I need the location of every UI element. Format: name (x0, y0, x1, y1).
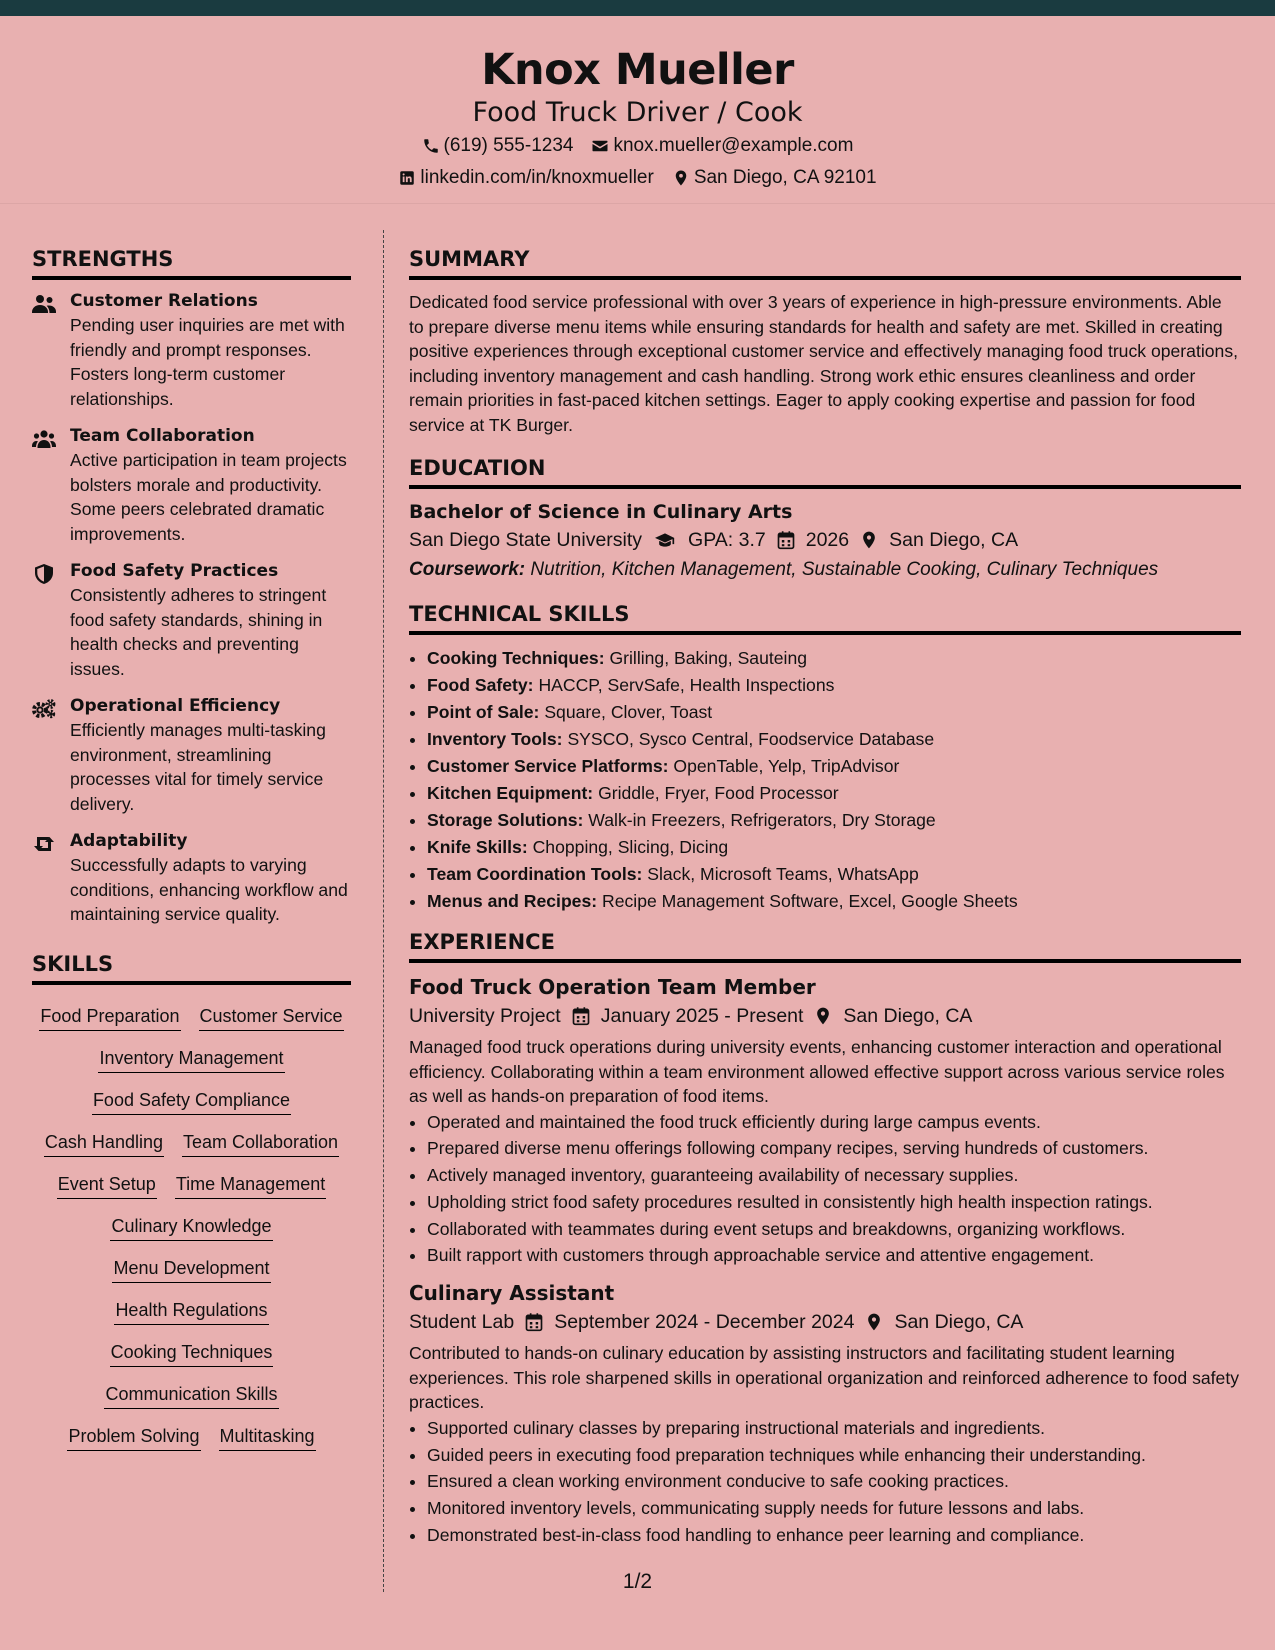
map-marker-icon (864, 1312, 884, 1332)
contact-row-1 (0, 130, 1275, 162)
skill-tag: Food Preparation (39, 1003, 180, 1031)
technical-skill-label: Point of Sale: (427, 702, 540, 722)
strength-desc: Successfully adapts to varying conditions, enhancing workflow and maintaining service quality. (70, 855, 348, 924)
column-divider (383, 230, 384, 1592)
skill-tag: Team Collaboration (182, 1129, 339, 1157)
experience-bullet: • Operated and maintained the food truck efficiently during large campus events. (427, 1109, 1241, 1136)
technical-skill-label: Inventory Tools: (427, 729, 563, 749)
education-degree: Bachelor of Science in Culinary Arts (409, 501, 793, 523)
experience-bullet: • Prepared diverse menu offerings following company recipes, serving hundreds of customers. (427, 1135, 1241, 1162)
email-contact[interactable] (591, 130, 853, 162)
experience-location: San Diego, CA (894, 1311, 1024, 1334)
experience-org: University Project (409, 1005, 561, 1027)
technical-skill-label: Menus and Recipes: (427, 891, 598, 911)
map-marker-icon (672, 169, 690, 187)
experience-item (409, 1279, 1241, 1548)
technical-skill-label: Cooking Techniques: (427, 648, 605, 668)
technical-skill-label: Kitchen Equipment: (427, 783, 594, 803)
summary-heading: SUMMARY (409, 244, 1241, 280)
resume-header (0, 16, 1275, 204)
technical-skill-item (427, 726, 1241, 753)
linkedin-icon (398, 169, 416, 187)
experience-bullets (409, 1109, 1241, 1270)
strength-title: Adaptability (70, 831, 188, 851)
technical-skill-value: Square, Clover, Toast (544, 702, 713, 722)
technical-skill-value: Slack, Microsoft Teams, WhatsApp (647, 864, 919, 884)
experience-list (409, 973, 1241, 1549)
technical-skill-value: Walk-in Freezers, Refrigerators, Dry Storage (588, 810, 936, 830)
technical-skill-item (427, 699, 1241, 726)
skill-tag: Multitasking (219, 1423, 316, 1451)
gears-icon (32, 699, 56, 719)
technical-skill-value: Chopping, Slicing, Dicing (532, 837, 729, 857)
technical-skill-item (427, 807, 1241, 834)
skill-tag: Cooking Techniques (110, 1339, 274, 1367)
strength-desc: Efficiently manages multi-tasking environment, streamlining processes vital for timely service delivery. (70, 720, 326, 814)
linkedin-contact[interactable] (398, 162, 653, 194)
education-gpa: GPA: 3.7 (688, 529, 766, 551)
technical-skill-label: Storage Solutions: (427, 810, 584, 830)
graduation-cap-icon (652, 530, 678, 550)
job-title: Food Truck Driver / Cook (472, 97, 803, 128)
candidate-name: Knox Mueller (481, 45, 794, 95)
experience-bullet: • Ensured a clean working environment conducive to safe cooking practices. (427, 1468, 1241, 1495)
skill-tag: Problem Solving (67, 1423, 200, 1451)
technical-skill-label: Team Coordination Tools: (427, 864, 643, 884)
strength-item (32, 425, 351, 546)
map-marker-icon (813, 1006, 833, 1026)
strength-item (32, 290, 351, 411)
technical-skill-label: Food Safety: (427, 675, 534, 695)
skill-tag: Communication Skills (104, 1381, 278, 1409)
technical-skill-value: SYSCO, Sysco Central, Foodservice Database (567, 729, 935, 749)
skill-tag: Health Regulations (114, 1297, 268, 1325)
experience-desc: Managed food truck operations during university events, enhancing customer interaction and operational efficiency. Collaborating within a team environment allowed effective support across various service roles as well as hands-on preparation of food items. (409, 1037, 1225, 1106)
skills-heading: SKILLS (32, 949, 351, 985)
technical-skills-heading: TECHNICAL SKILLS (409, 599, 1241, 635)
technical-skill-value: Griddle, Fryer, Food Processor (598, 783, 839, 803)
education-heading: EDUCATION (409, 453, 1241, 489)
skill-tag: Event Setup (57, 1171, 157, 1199)
header-divider (0, 203, 1275, 204)
experience-bullet: • Upholding strict food safety procedures resulted in consistently high health inspection ratings. (427, 1189, 1241, 1216)
education-coursework (409, 555, 1241, 585)
experience-location: San Diego, CA (843, 1005, 973, 1027)
technical-skill-item (427, 861, 1241, 888)
experience-bullet: • Demonstrated best-in-class food handling to enhance peer learning and compliance. (427, 1522, 1241, 1549)
technical-skill-item (427, 780, 1241, 807)
strength-item (32, 695, 351, 816)
strength-item (32, 830, 351, 927)
experience-org: Student Lab (409, 1311, 515, 1334)
skill-tag: Inventory Management (98, 1045, 284, 1073)
skill-tag: Menu Development (112, 1255, 270, 1283)
calendar-icon (571, 1006, 591, 1026)
strength-desc: Consistently adheres to stringent food safety standards, shining in health checks and preventing issues. (70, 585, 327, 679)
shield-icon (32, 564, 56, 584)
technical-skill-value: Grilling, Baking, Sauteing (609, 648, 808, 668)
strength-title: Customer Relations (70, 291, 258, 311)
email-text: knox.mueller@example.com (613, 135, 854, 156)
strengths-heading: STRENGTHS (32, 244, 351, 280)
left-column (32, 244, 351, 1451)
education-year: 2026 (805, 529, 850, 551)
skills-list (32, 1003, 351, 1451)
experience-dates: January 2025 - Present (600, 1005, 804, 1027)
skill-tag: Food Safety Compliance (92, 1087, 291, 1115)
top-bar (0, 0, 1275, 16)
linkedin-text: linkedin.com/in/knoxmueller (420, 167, 654, 188)
experience-bullet: • Monitored inventory levels, communicating supply needs for future lessons and labs. (427, 1495, 1241, 1522)
experience-meta (409, 1001, 1241, 1031)
experience-bullet: • Collaborated with teammates during event setups and breakdowns, organizing workflows. (427, 1216, 1241, 1243)
experience-bullets (409, 1415, 1241, 1549)
location-contact (672, 162, 877, 194)
strength-desc: Active participation in team projects bolsters morale and productivity. Some peers celebrated dramatic improvements. (70, 450, 347, 544)
team-icon (32, 429, 56, 449)
technical-skill-item (427, 753, 1241, 780)
technical-skill-label: Knife Skills: (427, 837, 528, 857)
map-marker-icon (859, 530, 879, 550)
strength-item (32, 560, 351, 681)
technical-skill-item (427, 834, 1241, 861)
envelope-icon (591, 137, 609, 155)
technical-skill-item (427, 888, 1241, 915)
education-meta (409, 525, 1241, 555)
calendar-icon (776, 530, 796, 550)
coursework-list: Nutrition, Kitchen Management, Sustainable Cooking, Culinary Techniques (530, 559, 1159, 580)
retweet-icon (32, 834, 56, 854)
skill-tag: Cash Handling (44, 1129, 164, 1157)
right-column (409, 244, 1241, 1549)
technical-skill-value: OpenTable, Yelp, TripAdvisor (673, 756, 900, 776)
contact-row-2 (0, 162, 1275, 194)
technical-skills-list (409, 645, 1241, 915)
technical-skill-item (427, 645, 1241, 672)
technical-skill-item (427, 672, 1241, 699)
skill-tag: Time Management (175, 1171, 326, 1199)
experience-bullet: • Actively managed inventory, guaranteeing availability of necessary supplies. (427, 1162, 1241, 1189)
page-number: 1/2 (622, 1570, 653, 1593)
technical-skill-value: HACCP, ServSafe, Health Inspections (538, 675, 835, 695)
strength-desc: Pending user inquiries are met with friendly and prompt responses. Fosters long-term customer relationships. (70, 315, 345, 409)
calendar-icon (524, 1312, 544, 1332)
experience-item (409, 973, 1241, 1269)
experience-meta (409, 1307, 1241, 1337)
technical-skill-label: Customer Service Platforms: (427, 756, 669, 776)
experience-bullet: • Built rapport with customers through approachable service and attentive engagement. (427, 1242, 1241, 1269)
experience-title: Food Truck Operation Team Member (409, 975, 816, 999)
summary-text: Dedicated food service professional with over 3 years of experience in high-pressure environments. Able to prepare diverse menu items while ensuring standards for health and safety are met. Skilled in creating positive experiences through exceptional customer service and effectively managing food truck operations, including inventory management and cash handling. Strong work ethic ensures cleanliness and order remain priorities in fast-paced kitchen settings. Eager to apply cooking expertise and passion for food service at TK Burger. (409, 292, 1239, 435)
experience-bullet: • Guided peers in executing food preparation techniques while enhancing their understanding. (427, 1442, 1241, 1469)
strength-title: Team Collaboration (70, 426, 255, 446)
coursework-label: Coursework: (409, 559, 526, 580)
education-school: San Diego State University (409, 529, 643, 551)
skill-tag: Customer Service (199, 1003, 344, 1031)
phone-contact[interactable] (422, 130, 574, 162)
technical-skill-value: Recipe Management Software, Excel, Google Sheets (602, 891, 1018, 911)
phone-text: (619) 555-1234 (443, 135, 574, 156)
experience-title: Culinary Assistant (409, 1281, 615, 1306)
location-text: San Diego, CA 92101 (693, 167, 877, 188)
skill-tag: Culinary Knowledge (110, 1213, 272, 1241)
experience-heading: EXPERIENCE (409, 927, 1241, 963)
experience-dates: September 2024 - December 2024 (554, 1311, 855, 1334)
education-location: San Diego, CA (889, 529, 1019, 551)
users-icon (32, 294, 56, 314)
experience-desc: Contributed to hands-on culinary education by assisting instructors and facilitating student learning experiences. This role sharpened skills in operational organization and reinforced adherence to food safety practices. (409, 1343, 1240, 1413)
phone-icon (422, 137, 440, 155)
experience-bullet: • Supported culinary classes by preparing instructional materials and ingredients. (427, 1415, 1241, 1442)
strength-title: Food Safety Practices (70, 561, 279, 581)
strength-title: Operational Efficiency (70, 696, 281, 716)
